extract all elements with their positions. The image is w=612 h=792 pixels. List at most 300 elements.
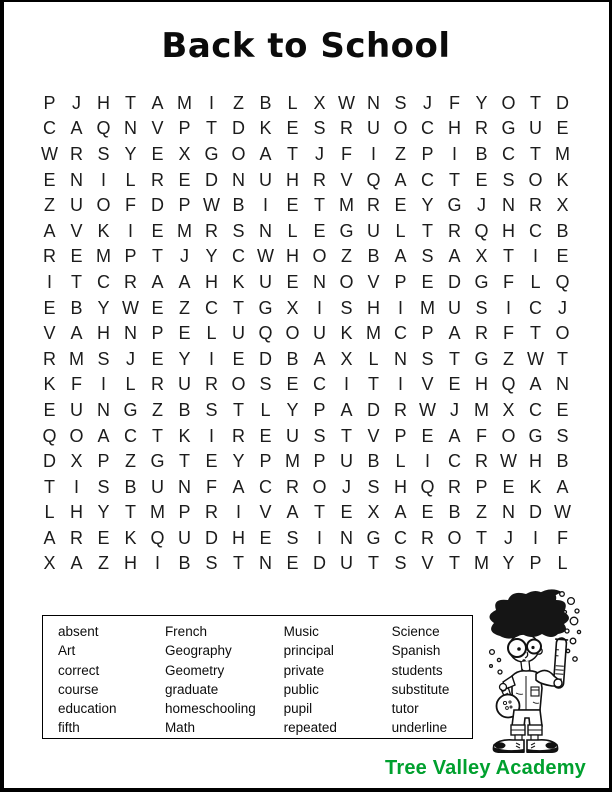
- grid-letter: C: [421, 118, 434, 139]
- word-item: Music: [283, 624, 319, 639]
- grid-letter: U: [178, 527, 191, 548]
- grid-letter: Z: [395, 143, 406, 164]
- grid-letter: D: [151, 195, 164, 216]
- grid-letter: P: [178, 502, 191, 523]
- grid-letter: K: [340, 323, 353, 344]
- grid-letter: J: [504, 527, 513, 548]
- grid-letter: T: [530, 323, 541, 344]
- grid-letter: D: [448, 271, 461, 292]
- grid-letter: A: [151, 271, 164, 292]
- grid-letter: R: [448, 220, 461, 241]
- grid-letter: E: [421, 271, 434, 292]
- grid-letter: S: [367, 476, 380, 497]
- grid-letter: A: [340, 399, 353, 420]
- word-item: graduate: [164, 681, 219, 697]
- grid-letter: E: [178, 323, 191, 344]
- grid-letter: P: [151, 323, 164, 344]
- grid-letter: T: [368, 374, 379, 395]
- grid-letter: C: [232, 246, 245, 267]
- word-item: Geometry: [164, 662, 225, 678]
- grid-letter: U: [286, 425, 299, 446]
- word-list-column: [165, 622, 284, 738]
- grid-letter: S: [340, 297, 353, 318]
- grid-letter: J: [450, 399, 459, 420]
- grid-letter: P: [259, 451, 272, 472]
- grid-letter: G: [339, 220, 354, 241]
- grid-letter: N: [394, 348, 407, 369]
- word-item: substitute: [391, 681, 450, 697]
- grid-letter: H: [205, 271, 218, 292]
- grid-letter: H: [286, 169, 299, 190]
- grid-letter: E: [313, 220, 326, 241]
- grid-letter: X: [70, 451, 83, 472]
- grid-letter: E: [97, 527, 110, 548]
- grid-letter: N: [70, 169, 83, 190]
- grid-letter: R: [232, 425, 245, 446]
- grid-letter: I: [370, 143, 376, 164]
- grid-letter: E: [556, 118, 569, 139]
- grid-letter: A: [286, 502, 299, 523]
- grid-letter: M: [420, 297, 435, 318]
- grid-letter: P: [421, 323, 434, 344]
- grid-letter: T: [530, 143, 541, 164]
- grid-letter: H: [286, 246, 299, 267]
- grid-letter: T: [503, 246, 514, 267]
- grid-letter: H: [97, 323, 110, 344]
- grid-letter: N: [124, 118, 137, 139]
- word-item: repeated: [283, 720, 337, 736]
- word-item: Science: [391, 624, 440, 639]
- grid-letter: C: [529, 220, 542, 241]
- word-item: homeschooling: [164, 701, 256, 717]
- grid-letter: T: [71, 271, 82, 292]
- letter-grid: [36, 90, 576, 577]
- grid-letter: I: [235, 502, 241, 523]
- grid-letter: L: [395, 451, 406, 472]
- grid-letter: F: [449, 92, 460, 113]
- grid-letter: N: [124, 323, 137, 344]
- grid-letter: T: [233, 297, 244, 318]
- grid-letter: B: [448, 502, 461, 523]
- grid-letter: L: [125, 374, 136, 395]
- grid-letter: P: [394, 271, 407, 292]
- grid-letter: R: [475, 323, 488, 344]
- grid-letter: W: [500, 451, 517, 472]
- grid-letter: B: [178, 399, 191, 420]
- grid-letter: T: [530, 92, 541, 113]
- word-list-box: [42, 615, 473, 739]
- grid-letter: E: [151, 297, 164, 318]
- grid-letter: U: [259, 271, 272, 292]
- grid-letter: S: [232, 220, 245, 241]
- grid-letter: G: [447, 195, 462, 216]
- grid-letter: B: [367, 451, 380, 472]
- grid-letter: N: [340, 527, 353, 548]
- grid-letter: T: [449, 348, 460, 369]
- grid-letter: G: [204, 143, 219, 164]
- grid-letter: M: [285, 451, 300, 472]
- grid-letter: C: [394, 527, 407, 548]
- grid-letter: Q: [501, 374, 516, 395]
- word-item: students: [391, 662, 443, 678]
- grid-letter: P: [178, 118, 191, 139]
- grid-letter: T: [152, 425, 163, 446]
- grid-letter: O: [339, 271, 354, 292]
- grid-letter: L: [260, 399, 271, 420]
- grid-letter: J: [477, 195, 486, 216]
- word-item: education: [58, 701, 117, 717]
- grid-letter: E: [421, 502, 434, 523]
- grid-letter: Q: [420, 476, 435, 497]
- grid-letter: M: [555, 143, 570, 164]
- grid-letter: Q: [96, 118, 111, 139]
- grid-letter: C: [421, 169, 434, 190]
- word-item: tutor: [391, 701, 419, 717]
- grid-letter: Q: [366, 169, 381, 190]
- grid-letter: D: [259, 348, 272, 369]
- grid-letter: I: [451, 143, 457, 164]
- grid-letter: N: [313, 271, 326, 292]
- grid-letter: A: [70, 323, 83, 344]
- grid-letter: S: [313, 118, 326, 139]
- grid-letter: E: [151, 220, 164, 241]
- word-item: pupil: [283, 701, 313, 717]
- grid-letter: E: [43, 297, 56, 318]
- grid-letter: B: [556, 220, 569, 241]
- grid-letter: E: [556, 246, 569, 267]
- grid-letter: Q: [42, 425, 57, 446]
- grid-letter: X: [43, 553, 56, 574]
- grid-letter: W: [122, 297, 139, 318]
- grid-letter: A: [313, 348, 326, 369]
- grid-letter: R: [70, 143, 83, 164]
- grid-letter: M: [96, 246, 111, 267]
- grid-letter: V: [367, 425, 380, 446]
- mascot-pants: [511, 710, 542, 735]
- grid-letter: M: [69, 348, 84, 369]
- grid-letter: X: [556, 195, 569, 216]
- grid-letter: R: [448, 476, 461, 497]
- grid-letter: S: [97, 476, 110, 497]
- grid-letter: G: [474, 348, 489, 369]
- grid-letter: I: [73, 476, 79, 497]
- grid-letter: S: [97, 348, 110, 369]
- word-item: French: [164, 624, 207, 639]
- grid-letter: O: [231, 374, 246, 395]
- grid-letter: Y: [286, 399, 299, 420]
- grid-letter: S: [394, 92, 407, 113]
- grid-letter: Y: [124, 143, 137, 164]
- grid-letter: W: [419, 399, 436, 420]
- grid-letter: L: [125, 169, 136, 190]
- word-item: course: [58, 681, 99, 697]
- grid-letter: R: [475, 118, 488, 139]
- grid-letter: V: [421, 374, 434, 395]
- grid-letter: C: [124, 425, 137, 446]
- grid-letter: N: [502, 502, 515, 523]
- grid-letter: X: [286, 297, 299, 318]
- grid-letter: K: [259, 118, 272, 139]
- grid-letter: O: [312, 476, 327, 497]
- grid-letter: J: [315, 143, 324, 164]
- grid-letter: E: [43, 169, 56, 190]
- grid-letter: W: [203, 195, 220, 216]
- grid-letter: R: [205, 220, 218, 241]
- grid-letter: V: [151, 118, 164, 139]
- grid-letter: O: [528, 169, 543, 190]
- grid-letter: H: [529, 451, 542, 472]
- grid-letter: C: [502, 143, 515, 164]
- grid-letter: F: [125, 195, 136, 216]
- grid-letter: U: [70, 399, 83, 420]
- grid-letter: E: [502, 476, 515, 497]
- grid-letter: Z: [233, 92, 244, 113]
- grid-letter: L: [530, 271, 541, 292]
- grid-letter: A: [70, 118, 83, 139]
- grid-letter: Y: [502, 553, 515, 574]
- grid-letter: K: [124, 527, 137, 548]
- mascot-right-hand: [554, 679, 562, 687]
- grid-letter: C: [529, 399, 542, 420]
- grid-letter: P: [394, 425, 407, 446]
- grid-letter: L: [206, 323, 217, 344]
- grid-letter: A: [394, 169, 407, 190]
- grid-letter: S: [502, 169, 515, 190]
- grid-letter: T: [233, 553, 244, 574]
- grid-letter: X: [475, 246, 488, 267]
- sneakers-icon: [493, 740, 559, 753]
- puzzle-title: Back to School: [161, 26, 451, 66]
- grid-letter: A: [394, 502, 407, 523]
- grid-letter: G: [366, 527, 381, 548]
- grid-letter: U: [367, 220, 380, 241]
- grid-letter: I: [316, 527, 322, 548]
- grid-letter: B: [178, 553, 191, 574]
- grid-letter: I: [397, 297, 403, 318]
- word-item: private: [283, 662, 325, 678]
- grid-letter: F: [476, 425, 487, 446]
- grid-letter: T: [287, 143, 298, 164]
- grid-letter: I: [316, 297, 322, 318]
- grid-letter: Q: [555, 271, 570, 292]
- grid-letter: I: [154, 553, 160, 574]
- grid-letter: C: [205, 297, 218, 318]
- grid-letter: Z: [341, 246, 352, 267]
- word-list-column: [392, 622, 472, 738]
- grid-letter: I: [127, 220, 133, 241]
- grid-letter: A: [394, 246, 407, 267]
- grid-letter: N: [259, 553, 272, 574]
- grid-letter: T: [206, 118, 217, 139]
- grid-letter: R: [124, 271, 137, 292]
- grid-letter: E: [448, 374, 461, 395]
- grid-letter: E: [394, 195, 407, 216]
- word-item: Geography: [164, 643, 232, 659]
- grid-letter: F: [503, 271, 514, 292]
- word-item: Art: [58, 643, 76, 659]
- grid-letter: K: [232, 271, 245, 292]
- grid-letter: V: [70, 220, 83, 241]
- grid-letter: E: [232, 348, 245, 369]
- grid-letter: I: [262, 195, 268, 216]
- grid-letter: C: [529, 297, 542, 318]
- grid-letter: A: [232, 476, 245, 497]
- grid-letter: Z: [98, 553, 109, 574]
- grid-letter: S: [313, 425, 326, 446]
- grid-letter: S: [421, 246, 434, 267]
- grid-letter: O: [231, 143, 246, 164]
- grid-letter: S: [421, 348, 434, 369]
- grid-letter: C: [259, 476, 272, 497]
- grid-letter: H: [475, 374, 488, 395]
- grid-letter: M: [366, 323, 381, 344]
- grid-letter: S: [259, 374, 272, 395]
- grid-letter: T: [368, 553, 379, 574]
- grid-letter: O: [285, 323, 300, 344]
- grid-letter: H: [367, 297, 380, 318]
- grid-letter: A: [97, 425, 110, 446]
- grid-letter: A: [259, 143, 272, 164]
- grid-letter: R: [205, 502, 218, 523]
- grid-letter: B: [124, 476, 137, 497]
- grid-letter: T: [44, 476, 55, 497]
- grid-letter: T: [449, 169, 460, 190]
- grid-letter: N: [367, 92, 380, 113]
- grid-letter: P: [178, 195, 191, 216]
- grid-letter: T: [422, 220, 433, 241]
- grid-letter: I: [46, 271, 52, 292]
- grid-letter: D: [529, 502, 542, 523]
- grid-letter: G: [258, 297, 273, 318]
- grid-letter: E: [259, 527, 272, 548]
- grid-letter: E: [286, 118, 299, 139]
- grid-letter: O: [312, 246, 327, 267]
- grid-letter: K: [556, 169, 569, 190]
- grid-letter: B: [367, 246, 380, 267]
- grid-letter: S: [205, 399, 218, 420]
- grid-letter: E: [340, 502, 353, 523]
- grid-letter: O: [501, 92, 516, 113]
- grid-letter: S: [394, 553, 407, 574]
- grid-letter: A: [43, 220, 56, 241]
- grid-letter: E: [259, 425, 272, 446]
- grid-letter: Y: [205, 246, 218, 267]
- grid-letter: X: [367, 502, 380, 523]
- grid-letter: B: [259, 92, 272, 113]
- grid-letter: Y: [97, 502, 110, 523]
- grid-letter: V: [340, 169, 353, 190]
- grid-letter: Z: [503, 348, 514, 369]
- mascot-hair: [489, 589, 569, 638]
- grid-letter: X: [313, 92, 326, 113]
- grid-letter: K: [43, 374, 56, 395]
- grid-letter: L: [368, 348, 379, 369]
- grid-letter: B: [556, 451, 569, 472]
- grid-letter: H: [97, 92, 110, 113]
- word-item: absent: [58, 624, 99, 639]
- brand-text: Tree Valley Academy: [385, 757, 586, 779]
- grid-letter: U: [529, 118, 542, 139]
- grid-letter: X: [178, 143, 191, 164]
- grid-letter: A: [448, 246, 461, 267]
- grid-letter: U: [178, 374, 191, 395]
- grid-letter: M: [177, 220, 192, 241]
- grid-letter: L: [557, 553, 568, 574]
- grid-letter: H: [70, 502, 83, 523]
- grid-letter: R: [151, 169, 164, 190]
- grid-letter: S: [97, 143, 110, 164]
- grid-letter: J: [342, 476, 351, 497]
- grid-letter: S: [205, 553, 218, 574]
- grid-letter: O: [555, 323, 570, 344]
- grid-letter: G: [501, 118, 516, 139]
- grid-letter: N: [502, 195, 515, 216]
- grid-letter: J: [180, 246, 189, 267]
- grid-letter: T: [314, 502, 325, 523]
- grid-letter: Y: [232, 451, 245, 472]
- grid-letter: G: [150, 451, 165, 472]
- grid-letter: T: [341, 425, 352, 446]
- grid-letter: F: [341, 143, 352, 164]
- grid-letter: T: [125, 92, 136, 113]
- grid-letter: B: [232, 195, 245, 216]
- grid-letter: R: [70, 527, 83, 548]
- grid-letter: Q: [474, 220, 489, 241]
- grid-letter: B: [70, 297, 83, 318]
- word-item: correct: [58, 662, 100, 678]
- grid-letter: S: [286, 527, 299, 548]
- grid-letter: Y: [475, 92, 488, 113]
- grid-letter: V: [43, 323, 56, 344]
- grid-letter: M: [474, 399, 489, 420]
- grid-letter: M: [474, 553, 489, 574]
- grid-letter: E: [286, 553, 299, 574]
- grid-letter: X: [340, 348, 353, 369]
- grid-letter: O: [393, 118, 408, 139]
- grid-letter: Y: [178, 348, 191, 369]
- grid-letter: D: [556, 92, 569, 113]
- grid-letter: H: [124, 553, 137, 574]
- grid-letter: Y: [97, 297, 110, 318]
- grid-letter: T: [557, 348, 568, 369]
- grid-letter: E: [556, 399, 569, 420]
- grid-letter: A: [448, 323, 461, 344]
- grid-letter: E: [151, 143, 164, 164]
- grid-letter: S: [475, 297, 488, 318]
- grid-letter: A: [70, 553, 83, 574]
- grid-letter: C: [97, 271, 110, 292]
- grid-letter: A: [178, 271, 191, 292]
- grid-letter: E: [178, 169, 191, 190]
- grid-letter: R: [43, 246, 56, 267]
- grid-letter: P: [43, 92, 56, 113]
- grid-letter: C: [313, 374, 326, 395]
- grid-letter: J: [126, 348, 135, 369]
- grid-letter: I: [208, 425, 214, 446]
- grid-letter: F: [71, 374, 82, 395]
- grid-letter: U: [70, 195, 83, 216]
- grid-letter: D: [232, 118, 245, 139]
- grid-letter: G: [528, 425, 543, 446]
- grid-letter: U: [340, 553, 353, 574]
- grid-letter: O: [501, 425, 516, 446]
- word-item: underline: [391, 720, 448, 736]
- grid-letter: Z: [476, 502, 487, 523]
- grid-letter: H: [448, 118, 461, 139]
- grid-letter: Z: [44, 195, 55, 216]
- word-item: Spanish: [391, 643, 441, 659]
- grid-letter: B: [286, 348, 299, 369]
